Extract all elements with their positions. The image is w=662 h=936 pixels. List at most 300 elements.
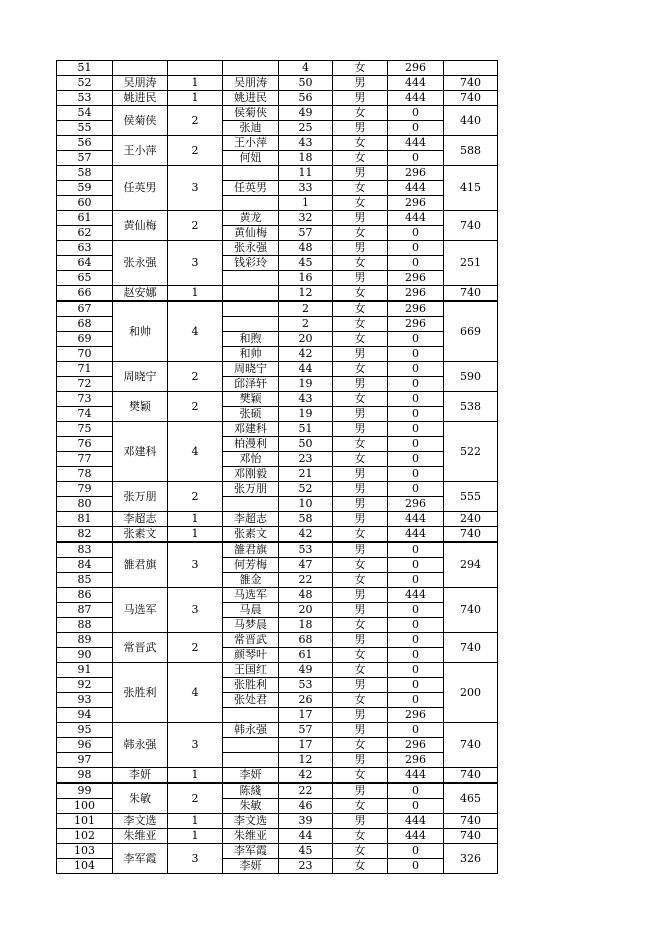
household-size-cell: 4 [168, 301, 223, 362]
gender-cell: 男 [333, 407, 388, 422]
household-head-cell: 张万朋 [113, 482, 168, 512]
gender-cell: 女 [333, 648, 388, 663]
member-name-cell: 侯菊侠 [223, 106, 279, 121]
gender-cell: 女 [333, 829, 388, 844]
gender-cell: 男 [333, 271, 388, 286]
amount-cell: 296 [388, 286, 444, 302]
household-head-cell: 吴朋涛 [113, 76, 168, 91]
amount-cell: 444 [388, 211, 444, 226]
row-number-cell: 55 [57, 121, 113, 136]
amount-cell: 0 [388, 482, 444, 497]
household-head-cell: 韩永强 [113, 723, 168, 768]
amount-cell: 444 [388, 588, 444, 603]
amount-cell: 0 [388, 256, 444, 271]
household-size-cell: 1 [168, 814, 223, 829]
amount-cell: 0 [388, 106, 444, 121]
gender-cell: 女 [333, 136, 388, 151]
household-size-cell: 4 [168, 422, 223, 482]
amount-cell: 0 [388, 783, 444, 799]
amount-cell: 0 [388, 362, 444, 377]
household-head-cell: 李超志 [113, 512, 168, 527]
household-size-cell: 3 [168, 844, 223, 874]
member-name-cell: 黄龙 [223, 211, 279, 226]
household-size-cell: 1 [168, 527, 223, 543]
amount-cell: 0 [388, 693, 444, 708]
household-total-cell: 240 [444, 512, 498, 527]
row-number-cell: 63 [57, 241, 113, 256]
amount-cell: 0 [388, 799, 444, 814]
age-cell: 17 [279, 738, 333, 753]
household-head-cell: 周晓宁 [113, 362, 168, 392]
household-head-cell: 朱敏 [113, 783, 168, 814]
row-number-cell: 77 [57, 452, 113, 467]
household-total-cell: 465 [444, 783, 498, 814]
gender-cell: 男 [333, 241, 388, 256]
household-size-cell: 3 [168, 542, 223, 588]
gender-cell: 女 [333, 768, 388, 784]
age-cell: 25 [279, 121, 333, 136]
household-table [56, 60, 498, 874]
age-cell: 48 [279, 241, 333, 256]
row-number-cell: 100 [57, 799, 113, 814]
member-name-cell: 朱维亚 [223, 829, 279, 844]
gender-cell: 男 [333, 76, 388, 91]
household-size-cell: 2 [168, 106, 223, 136]
row-number-cell: 91 [57, 663, 113, 678]
household-size-cell: 2 [168, 136, 223, 166]
household-total-cell: 588 [444, 136, 498, 166]
household-size-cell: 3 [168, 241, 223, 286]
table-row [57, 241, 498, 256]
table-row [57, 512, 498, 527]
row-number-cell: 58 [57, 166, 113, 181]
member-name-cell [223, 196, 279, 211]
member-name-cell [223, 271, 279, 286]
amount-cell: 444 [388, 768, 444, 784]
row-number-cell: 92 [57, 678, 113, 693]
age-cell: 1 [279, 196, 333, 211]
gender-cell: 女 [333, 452, 388, 467]
household-total-cell [444, 61, 498, 76]
household-total-cell: 415 [444, 166, 498, 211]
household-total-cell: 740 [444, 588, 498, 633]
age-cell: 53 [279, 542, 333, 558]
member-name-cell: 颜琴叶 [223, 648, 279, 663]
age-cell: 4 [279, 61, 333, 76]
amount-cell: 0 [388, 407, 444, 422]
gender-cell: 女 [333, 859, 388, 874]
table-row [57, 106, 498, 121]
row-number-cell: 66 [57, 286, 113, 302]
household-head-cell: 邓建科 [113, 422, 168, 482]
member-name-cell: 王国红 [223, 663, 279, 678]
amount-cell: 0 [388, 603, 444, 618]
household-head-cell: 张永强 [113, 241, 168, 286]
age-cell: 18 [279, 151, 333, 166]
table-row [57, 362, 498, 377]
household-size-cell: 1 [168, 768, 223, 784]
row-number-cell: 74 [57, 407, 113, 422]
household-head-cell: 任英男 [113, 166, 168, 211]
table-row [57, 166, 498, 181]
member-name-cell: 张万朋 [223, 482, 279, 497]
household-size-cell: 1 [168, 76, 223, 91]
member-name-cell: 邱泽轩 [223, 377, 279, 392]
amount-cell: 0 [388, 332, 444, 347]
member-name-cell [223, 708, 279, 723]
member-name-cell [223, 301, 279, 317]
member-name-cell: 陈綫 [223, 783, 279, 799]
amount-cell: 296 [388, 708, 444, 723]
household-total-cell: 251 [444, 241, 498, 286]
amount-cell: 0 [388, 241, 444, 256]
row-number-cell: 73 [57, 392, 113, 407]
member-name-cell: 李文选 [223, 814, 279, 829]
household-head-cell: 李文选 [113, 814, 168, 829]
household-total-cell: 440 [444, 106, 498, 136]
household-total-cell: 740 [444, 286, 498, 302]
gender-cell: 女 [333, 527, 388, 543]
amount-cell: 444 [388, 814, 444, 829]
household-size-cell: 1 [168, 91, 223, 106]
member-name-cell: 黄仙梅 [223, 226, 279, 241]
household-size-cell: 2 [168, 392, 223, 422]
age-cell: 52 [279, 482, 333, 497]
amount-cell: 0 [388, 859, 444, 874]
table-row [57, 61, 498, 76]
member-name-cell: 何妞 [223, 151, 279, 166]
row-number-cell: 57 [57, 151, 113, 166]
age-cell: 23 [279, 859, 333, 874]
gender-cell: 男 [333, 708, 388, 723]
table-row [57, 136, 498, 151]
table-row [57, 527, 498, 543]
household-total-cell: 522 [444, 422, 498, 482]
household-total-cell: 326 [444, 844, 498, 874]
amount-cell: 296 [388, 61, 444, 76]
household-total-cell: 740 [444, 723, 498, 768]
row-number-cell: 51 [57, 61, 113, 76]
gender-cell: 男 [333, 482, 388, 497]
member-name-cell: 任英男 [223, 181, 279, 196]
gender-cell: 男 [333, 497, 388, 512]
row-number-cell: 68 [57, 317, 113, 332]
row-number-cell: 81 [57, 512, 113, 527]
table-row [57, 814, 498, 829]
age-cell: 42 [279, 768, 333, 784]
amount-cell: 296 [388, 196, 444, 211]
household-head-cell [113, 61, 168, 76]
amount-cell: 0 [388, 663, 444, 678]
row-number-cell: 95 [57, 723, 113, 738]
member-name-cell: 李军霞 [223, 844, 279, 859]
row-number-cell: 102 [57, 829, 113, 844]
table-row [57, 91, 498, 106]
member-name-cell: 邓怡 [223, 452, 279, 467]
gender-cell: 女 [333, 618, 388, 633]
amount-cell: 0 [388, 226, 444, 241]
row-number-cell: 60 [57, 196, 113, 211]
age-cell: 45 [279, 844, 333, 859]
household-head-cell: 黄仙梅 [113, 211, 168, 241]
age-cell: 16 [279, 271, 333, 286]
age-cell: 44 [279, 362, 333, 377]
amount-cell: 0 [388, 377, 444, 392]
age-cell: 21 [279, 467, 333, 482]
age-cell: 43 [279, 136, 333, 151]
table-row [57, 286, 498, 302]
gender-cell: 女 [333, 61, 388, 76]
member-name-cell [223, 61, 279, 76]
member-name-cell: 姚进民 [223, 91, 279, 106]
household-size-cell: 1 [168, 286, 223, 302]
member-name-cell: 张处君 [223, 693, 279, 708]
gender-cell: 男 [333, 783, 388, 799]
household-total-cell: 740 [444, 91, 498, 106]
row-number-cell: 104 [57, 859, 113, 874]
household-head-cell: 和帅 [113, 301, 168, 362]
amount-cell: 0 [388, 573, 444, 588]
age-cell: 20 [279, 332, 333, 347]
row-number-cell: 62 [57, 226, 113, 241]
household-size-cell: 3 [168, 588, 223, 633]
age-cell: 44 [279, 829, 333, 844]
member-name-cell: 张迪 [223, 121, 279, 136]
row-number-cell: 84 [57, 558, 113, 573]
household-total-cell: 740 [444, 633, 498, 663]
household-total-cell: 740 [444, 814, 498, 829]
age-cell: 12 [279, 286, 333, 302]
row-number-cell: 80 [57, 497, 113, 512]
member-name-cell [223, 317, 279, 332]
amount-cell: 0 [388, 392, 444, 407]
household-size-cell: 2 [168, 633, 223, 663]
gender-cell: 女 [333, 663, 388, 678]
amount-cell: 296 [388, 271, 444, 286]
table-row [57, 723, 498, 738]
household-head-cell: 李妍 [113, 768, 168, 784]
gender-cell: 女 [333, 301, 388, 317]
gender-cell: 女 [333, 196, 388, 211]
age-cell: 49 [279, 106, 333, 121]
age-cell: 42 [279, 347, 333, 362]
row-number-cell: 103 [57, 844, 113, 859]
gender-cell: 女 [333, 181, 388, 196]
row-number-cell: 97 [57, 753, 113, 768]
row-number-cell: 59 [57, 181, 113, 196]
gender-cell: 男 [333, 542, 388, 558]
row-number-cell: 65 [57, 271, 113, 286]
table-row [57, 783, 498, 799]
age-cell: 48 [279, 588, 333, 603]
member-name-cell: 樊颖 [223, 392, 279, 407]
table-row [57, 844, 498, 859]
gender-cell: 男 [333, 603, 388, 618]
age-cell: 58 [279, 512, 333, 527]
gender-cell: 女 [333, 392, 388, 407]
amount-cell: 0 [388, 618, 444, 633]
member-name-cell: 雒金 [223, 573, 279, 588]
row-number-cell: 98 [57, 768, 113, 784]
row-number-cell: 75 [57, 422, 113, 437]
gender-cell: 女 [333, 573, 388, 588]
row-number-cell: 90 [57, 648, 113, 663]
household-total-cell: 740 [444, 829, 498, 844]
amount-cell: 296 [388, 301, 444, 317]
amount-cell: 296 [388, 317, 444, 332]
member-name-cell: 吴朋涛 [223, 76, 279, 91]
gender-cell: 男 [333, 347, 388, 362]
member-name-cell: 和煦 [223, 332, 279, 347]
gender-cell: 男 [333, 512, 388, 527]
member-name-cell: 张硕 [223, 407, 279, 422]
amount-cell: 444 [388, 181, 444, 196]
member-name-cell: 邓刚毅 [223, 467, 279, 482]
row-number-cell: 64 [57, 256, 113, 271]
age-cell: 2 [279, 317, 333, 332]
row-number-cell: 83 [57, 542, 113, 558]
age-cell: 57 [279, 723, 333, 738]
amount-cell: 444 [388, 527, 444, 543]
age-cell: 18 [279, 618, 333, 633]
member-name-cell [223, 738, 279, 753]
gender-cell: 女 [333, 362, 388, 377]
age-cell: 50 [279, 76, 333, 91]
gender-cell: 男 [333, 678, 388, 693]
household-total-cell: 294 [444, 542, 498, 588]
amount-cell: 0 [388, 422, 444, 437]
gender-cell: 男 [333, 723, 388, 738]
amount-cell: 0 [388, 633, 444, 648]
amount-cell: 0 [388, 542, 444, 558]
amount-cell: 444 [388, 829, 444, 844]
household-size-cell: 3 [168, 166, 223, 211]
row-number-cell: 52 [57, 76, 113, 91]
household-head-cell: 张胜利 [113, 663, 168, 723]
age-cell: 53 [279, 678, 333, 693]
member-name-cell: 邓建科 [223, 422, 279, 437]
household-size-cell: 2 [168, 783, 223, 814]
age-cell: 46 [279, 799, 333, 814]
amount-cell: 0 [388, 452, 444, 467]
household-head-cell: 赵安娜 [113, 286, 168, 302]
table-row [57, 422, 498, 437]
household-head-cell: 樊颖 [113, 392, 168, 422]
table-row [57, 482, 498, 497]
member-name-cell: 何芳梅 [223, 558, 279, 573]
amount-cell: 296 [388, 166, 444, 181]
household-total-cell: 669 [444, 301, 498, 362]
age-cell: 26 [279, 693, 333, 708]
gender-cell: 女 [333, 844, 388, 859]
row-number-cell: 87 [57, 603, 113, 618]
age-cell: 50 [279, 437, 333, 452]
amount-cell: 444 [388, 76, 444, 91]
household-total-cell: 590 [444, 362, 498, 392]
member-name-cell: 李妍 [223, 768, 279, 784]
row-number-cell: 69 [57, 332, 113, 347]
gender-cell: 女 [333, 738, 388, 753]
age-cell: 19 [279, 407, 333, 422]
age-cell: 23 [279, 452, 333, 467]
household-size-cell: 2 [168, 211, 223, 241]
age-cell: 42 [279, 527, 333, 543]
gender-cell: 女 [333, 693, 388, 708]
table-row [57, 768, 498, 784]
amount-cell: 0 [388, 151, 444, 166]
household-head-cell: 王小萍 [113, 136, 168, 166]
row-number-cell: 56 [57, 136, 113, 151]
age-cell: 33 [279, 181, 333, 196]
member-name-cell [223, 166, 279, 181]
gender-cell: 女 [333, 317, 388, 332]
table-row [57, 76, 498, 91]
table-row [57, 633, 498, 648]
gender-cell: 男 [333, 467, 388, 482]
amount-cell: 0 [388, 844, 444, 859]
gender-cell: 女 [333, 151, 388, 166]
table-body [57, 61, 498, 874]
age-cell: 45 [279, 256, 333, 271]
row-number-cell: 101 [57, 814, 113, 829]
household-size-cell: 2 [168, 482, 223, 512]
household-total-cell: 740 [444, 76, 498, 91]
gender-cell: 女 [333, 226, 388, 241]
gender-cell: 男 [333, 422, 388, 437]
household-head-cell: 雒君旗 [113, 542, 168, 588]
amount-cell: 0 [388, 347, 444, 362]
household-total-cell: 740 [444, 211, 498, 241]
household-size-cell: 1 [168, 829, 223, 844]
age-cell: 49 [279, 663, 333, 678]
row-number-cell: 96 [57, 738, 113, 753]
age-cell: 68 [279, 633, 333, 648]
row-number-cell: 78 [57, 467, 113, 482]
gender-cell: 女 [333, 799, 388, 814]
household-total-cell: 200 [444, 663, 498, 723]
gender-cell: 男 [333, 121, 388, 136]
row-number-cell: 93 [57, 693, 113, 708]
household-size-cell: 1 [168, 512, 223, 527]
age-cell: 11 [279, 166, 333, 181]
table-row [57, 663, 498, 678]
gender-cell: 男 [333, 633, 388, 648]
gender-cell: 女 [333, 332, 388, 347]
gender-cell: 女 [333, 256, 388, 271]
gender-cell: 男 [333, 211, 388, 226]
member-name-cell: 马梦晨 [223, 618, 279, 633]
gender-cell: 女 [333, 106, 388, 121]
member-name-cell: 王小萍 [223, 136, 279, 151]
age-cell: 19 [279, 377, 333, 392]
age-cell: 10 [279, 497, 333, 512]
age-cell: 43 [279, 392, 333, 407]
amount-cell: 296 [388, 738, 444, 753]
member-name-cell: 朱敏 [223, 799, 279, 814]
age-cell: 2 [279, 301, 333, 317]
row-number-cell: 72 [57, 377, 113, 392]
member-name-cell: 钱彩玲 [223, 256, 279, 271]
row-number-cell: 71 [57, 362, 113, 377]
member-name-cell: 和帅 [223, 347, 279, 362]
row-number-cell: 94 [57, 708, 113, 723]
member-name-cell: 马晨 [223, 603, 279, 618]
household-head-cell: 张素文 [113, 527, 168, 543]
member-name-cell: 雒君旗 [223, 542, 279, 558]
row-number-cell: 54 [57, 106, 113, 121]
gender-cell: 男 [333, 91, 388, 106]
amount-cell: 296 [388, 753, 444, 768]
